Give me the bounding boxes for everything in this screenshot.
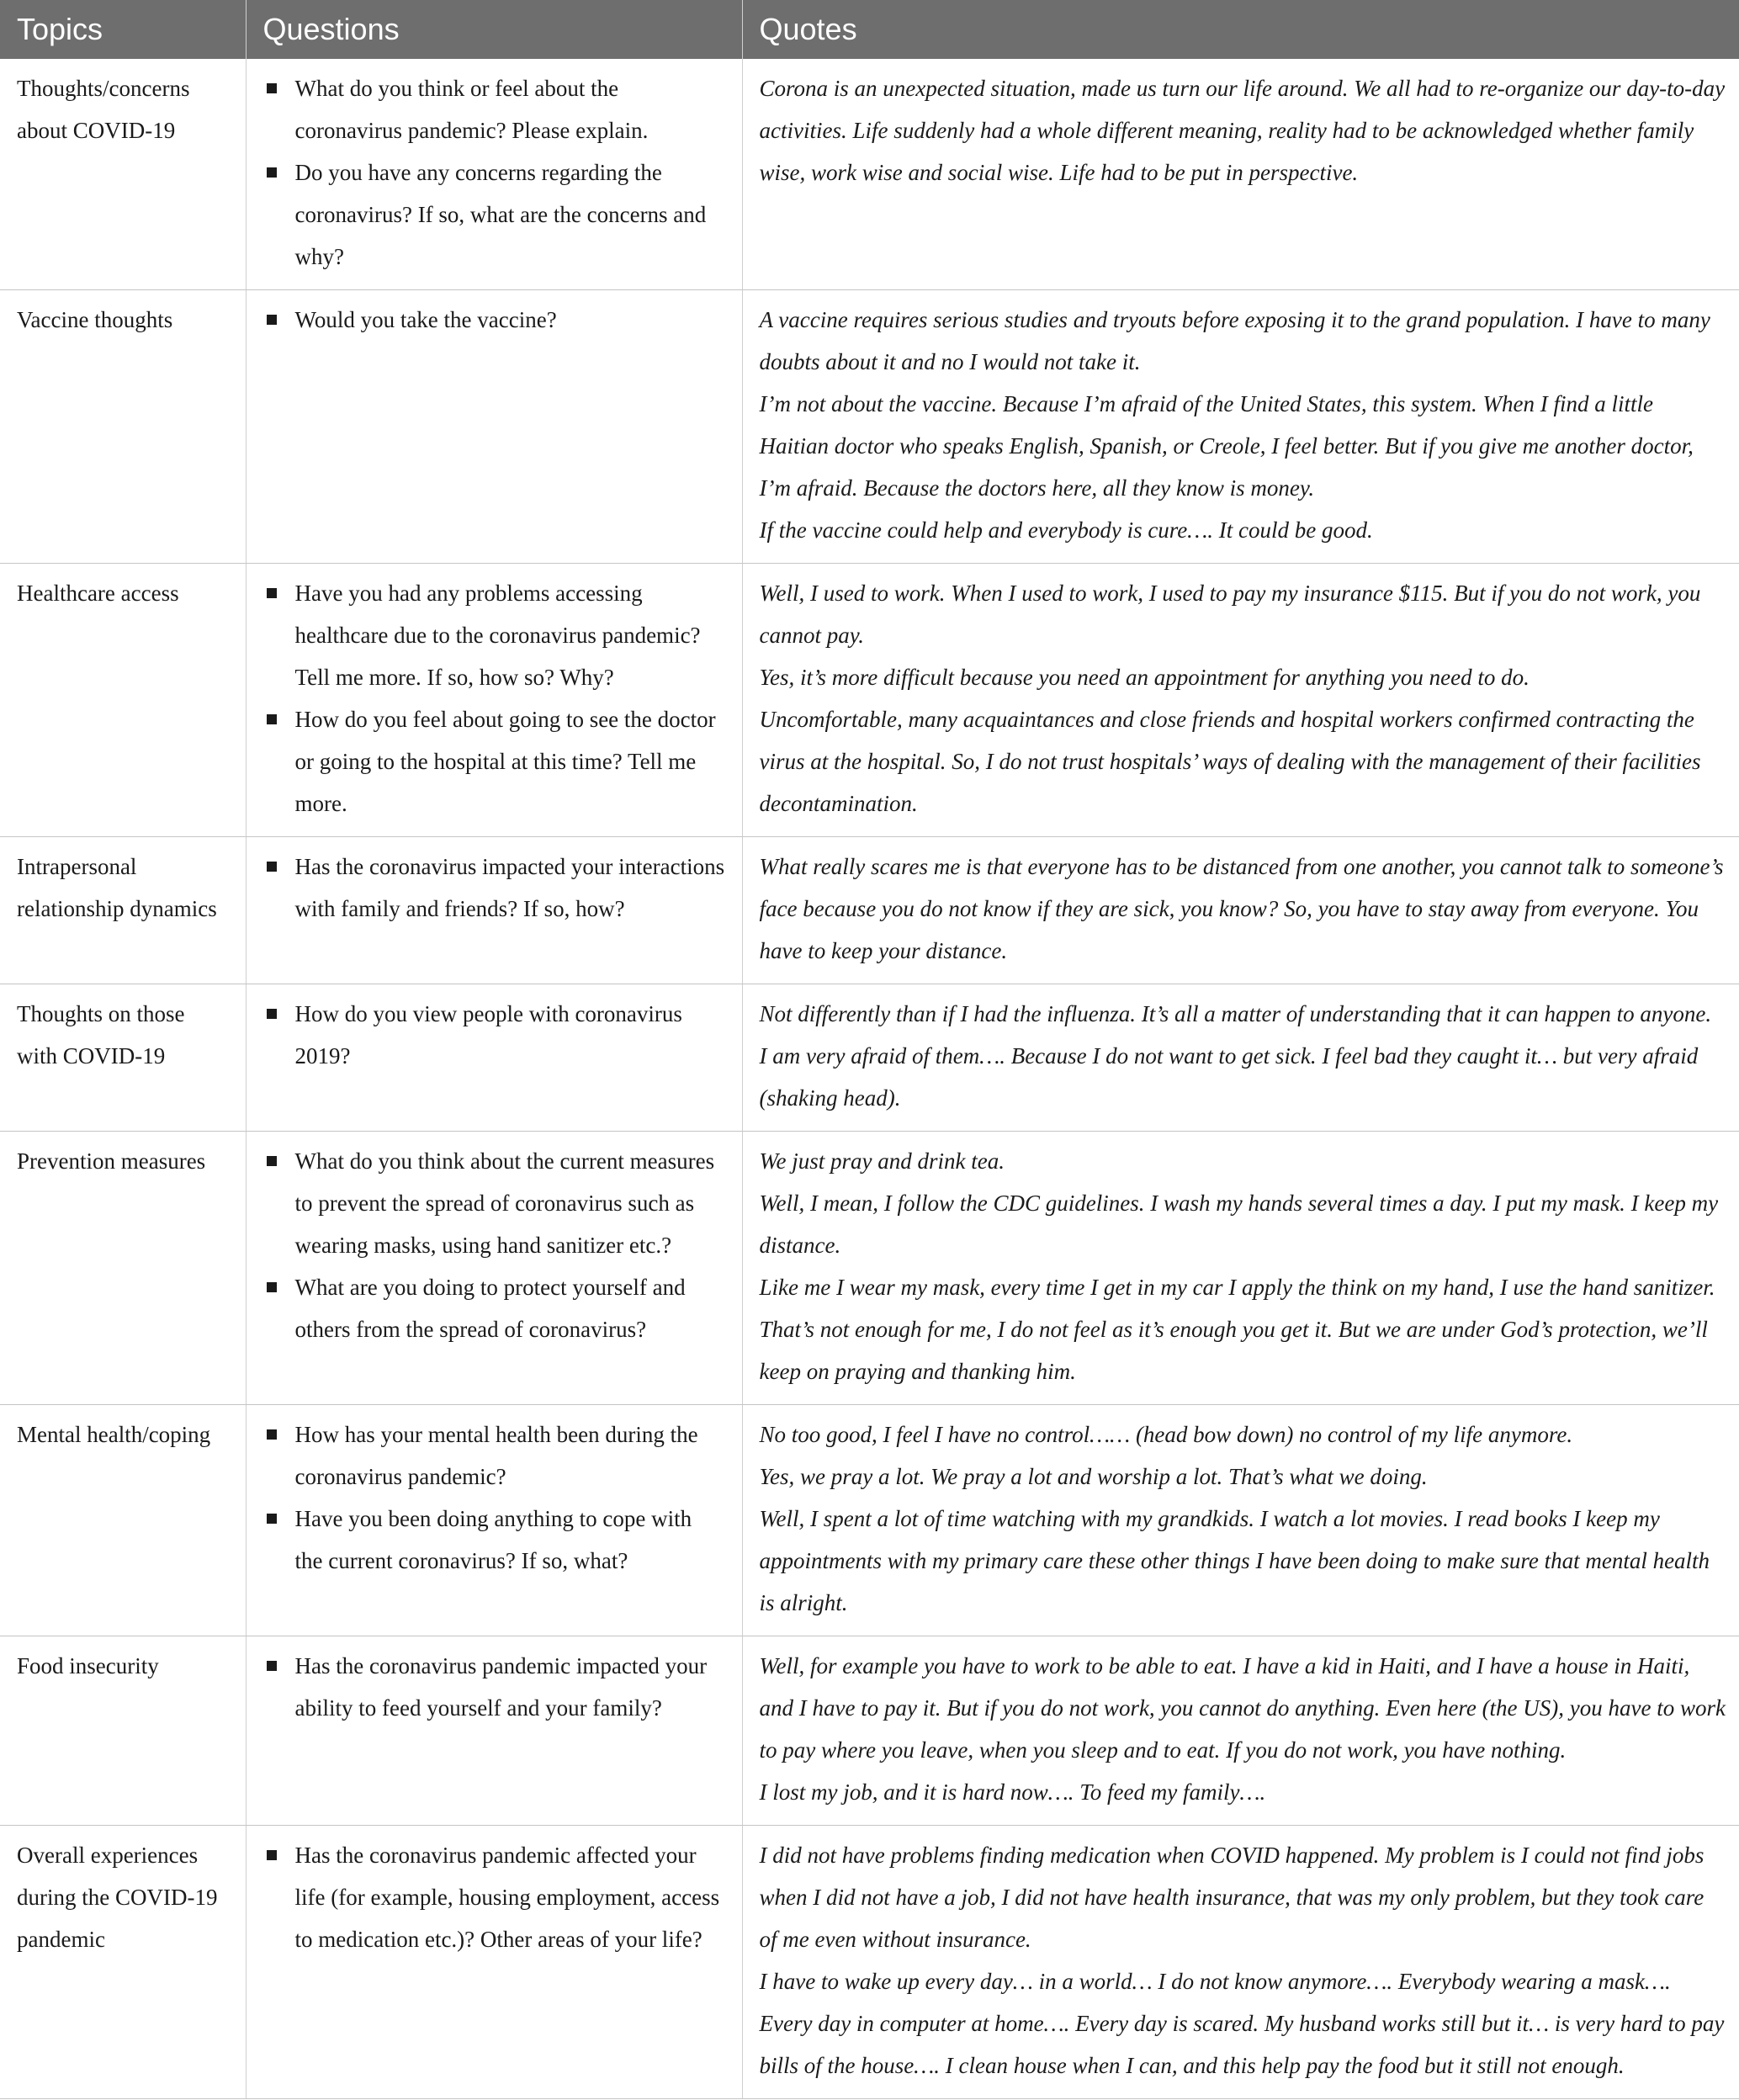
- question-list: [263, 1140, 725, 1350]
- question-text: What are you doing to protect yourself and others from the spread of coronavirus?: [294, 1275, 686, 1342]
- question-list: [263, 572, 725, 825]
- quotes-cell: [742, 1826, 1739, 2099]
- quote-text: What really scares me is that everyone has to be distanced from one another, you cannot talk to someone’s face because you do not know if they are sick, you know? So, you have to stay away from everyone. You have to keep your distance.: [759, 854, 1724, 963]
- quotes-cell: [742, 290, 1739, 564]
- table-body: [0, 59, 1739, 2099]
- question-item: [263, 151, 725, 278]
- square-bullet-icon: [267, 1282, 277, 1292]
- quotes-cell: [742, 984, 1739, 1132]
- table-header: [0, 0, 1739, 59]
- header-quotes: Quotes: [742, 0, 1739, 59]
- topic-cell: Thoughts on those with COVID-19: [0, 984, 246, 1132]
- question-item: [263, 67, 725, 151]
- question-text: Has the coronavirus pandemic impacted your ability to feed yourself and your family?: [294, 1653, 708, 1721]
- question-list: [263, 1645, 725, 1729]
- topic-cell: Vaccine thoughts: [0, 290, 246, 564]
- question-text: What do you think or feel about the coronavirus pandemic? Please explain.: [294, 76, 649, 143]
- questions-cell: [246, 1826, 742, 2099]
- square-bullet-icon: [267, 1514, 277, 1524]
- question-list: [263, 846, 725, 930]
- quote-text: Well, I spent a lot of time watching with my grandkids. I watch a lot movies. I read books I keep my appointments with my primary care these other things I have been doing to make sure that mental health is alright.: [759, 1506, 1710, 1615]
- question-item: [263, 1498, 725, 1582]
- table-row: [0, 1826, 1739, 2099]
- quote-text: If the vaccine could help and everybody is cure…. It could be good.: [759, 517, 1373, 543]
- questions-cell: [246, 1636, 742, 1826]
- square-bullet-icon: [267, 315, 277, 325]
- topic-cell: Prevention measures: [0, 1132, 246, 1405]
- question-list: [263, 1834, 725, 1960]
- quote-text: I’m not about the vaccine. Because I’m afraid of the United States, this system. When I find a little Haitian doctor who speaks English, Spanish, or Creole, I feel better. But if you give me another doctor, I’m afraid. Because the doctors here, all they know is money.: [759, 391, 1694, 501]
- question-item: [263, 1834, 725, 1960]
- table-row: [0, 1132, 1739, 1405]
- question-text: Would you take the vaccine?: [294, 307, 557, 332]
- quotes-cell: [742, 59, 1739, 290]
- quote-text: No too good, I feel I have no control…… (head bow down) no control of my life anymore.: [759, 1422, 1573, 1447]
- question-text: How do you view people with coronavirus 2019?: [294, 1001, 682, 1069]
- square-bullet-icon: [267, 1009, 277, 1019]
- topic-cell: Overall experiences during the COVID-19 pandemic: [0, 1826, 246, 2099]
- square-bullet-icon: [267, 1156, 277, 1166]
- quote-text: A vaccine requires serious studies and tryouts before exposing it to the grand population. I have to many doubts about it and no I would not take it.: [759, 307, 1710, 374]
- question-item: [263, 1140, 725, 1266]
- square-bullet-icon: [267, 167, 277, 178]
- header-row: [0, 0, 1739, 59]
- square-bullet-icon: [267, 862, 277, 872]
- question-item: [263, 572, 725, 698]
- quote-text: Like me I wear my mask, every time I get in my car I apply the think on my hand, I use the hand sanitizer. That’s not enough for me, I do not feel as it’s enough you get it. But we are under God’s protection, we’ll keep on praying and thanking him.: [759, 1275, 1715, 1384]
- question-list: [263, 299, 725, 341]
- question-text: Has the coronavirus impacted your interactions with family and friends? If so, how?: [294, 854, 725, 921]
- quote-text: We just pray and drink tea.: [759, 1148, 1005, 1174]
- quotes-cell: [742, 1132, 1739, 1405]
- table-row: [0, 564, 1739, 837]
- quote-text: Yes, we pray a lot. We pray a lot and worship a lot. That’s what we doing.: [759, 1464, 1428, 1489]
- question-list: [263, 1413, 725, 1582]
- header-topics: Topics: [0, 0, 246, 59]
- questions-cell: [246, 1405, 742, 1636]
- square-bullet-icon: [267, 1429, 277, 1440]
- question-text: How has your mental health been during the coronavirus pandemic?: [294, 1422, 698, 1489]
- quote-text: Well, I mean, I follow the CDC guidelines. I wash my hands several times a day. I put my mask. I keep my distance.: [759, 1191, 1719, 1258]
- question-item: [263, 993, 725, 1077]
- topic-cell: Food insecurity: [0, 1636, 246, 1826]
- questions-cell: [246, 984, 742, 1132]
- question-item: [263, 846, 725, 930]
- quotes-cell: [742, 1636, 1739, 1826]
- table-row: [0, 290, 1739, 564]
- square-bullet-icon: [267, 83, 277, 93]
- table-row: [0, 1636, 1739, 1826]
- table-row: [0, 1405, 1739, 1636]
- header-questions: Questions: [246, 0, 742, 59]
- question-item: [263, 1266, 725, 1350]
- quotes-cell: [742, 837, 1739, 984]
- topic-cell: Healthcare access: [0, 564, 246, 837]
- quote-text: I lost my job, and it is hard now…. To feed my family….: [759, 1779, 1266, 1805]
- square-bullet-icon: [267, 714, 277, 724]
- questions-cell: [246, 59, 742, 290]
- question-item: [263, 698, 725, 825]
- question-text: Have you had any problems accessing healthcare due to the coronavirus pandemic? Tell me more. If so, how so? Why?: [294, 581, 701, 690]
- question-item: [263, 1645, 725, 1729]
- square-bullet-icon: [267, 588, 277, 598]
- topic-cell: Intrapersonal relationship dynamics: [0, 837, 246, 984]
- quote-text: I am very afraid of them…. Because I do not want to get sick. I feel bad they caught it… but very afraid (shaking head).: [759, 1043, 1699, 1111]
- question-list: [263, 993, 725, 1077]
- table-row: [0, 837, 1739, 984]
- square-bullet-icon: [267, 1661, 277, 1671]
- question-text: Do you have any concerns regarding the coronavirus? If so, what are the concerns and why?: [294, 160, 707, 269]
- square-bullet-icon: [267, 1850, 277, 1860]
- quote-text: Well, for example you have to work to be able to eat. I have a kid in Haiti, and I have a house in Haiti, and I have to pay it. But if you do not work, you cannot do anything. Even here (the US), you have to work to pay where you leave, when you sleep and to eat. If you do not work, you have nothing.: [759, 1653, 1726, 1763]
- question-item: [263, 299, 725, 341]
- quote-text: Well, I used to work. When I used to work, I used to pay my insurance $115. But if you do not work, you cannot pay.: [759, 581, 1701, 648]
- quotes-cell: [742, 564, 1739, 837]
- quote-text: I have to wake up every day… in a world… I do not know anymore…. Everybody wearing a mask…. Every day in computer at home…. Every day is scared. My husband works still but it… is very hard to pay bills of the house…. I clean house when I can, and this help pay the food but it still not enough.: [759, 1969, 1725, 2078]
- quote-text: Not differently than if I had the influenza. It’s all a matter of understanding that it can happen to anyone.: [759, 1001, 1712, 1026]
- quote-text: Yes, it’s more difficult because you need an appointment for anything you need to do.: [759, 665, 1530, 690]
- questions-cell: [246, 290, 742, 564]
- questions-cell: [246, 837, 742, 984]
- questions-cell: [246, 1132, 742, 1405]
- table-row: [0, 59, 1739, 290]
- quote-text: Uncomfortable, many acquaintances and close friends and hospital workers confirmed contracting the virus at the hospital. So, I do not trust hospitals’ ways of dealing with the management of their facilities decontamination.: [759, 707, 1701, 816]
- question-item: [263, 1413, 725, 1498]
- topic-cell: Mental health/coping: [0, 1405, 246, 1636]
- question-text: How do you feel about going to see the doctor or going to the hospital at this time? Tell me more.: [294, 707, 716, 816]
- question-list: [263, 67, 725, 278]
- quote-text: Corona is an unexpected situation, made us turn our life around. We all had to re-organize our day-to-day activities. Life suddenly had a whole different meaning, reality had to be acknowledged whether family wise, work wise and social wise. Life had to be put in perspective.: [759, 76, 1726, 185]
- question-text: What do you think about the current measures to prevent the spread of coronavirus such as wearing masks, using hand sanitizer etc.?: [294, 1148, 715, 1258]
- topic-cell: Thoughts/concerns about COVID-19: [0, 59, 246, 290]
- questions-cell: [246, 564, 742, 837]
- quote-text: I did not have problems finding medication when COVID happened. My problem is I could not find jobs when I did not have a job, I did not have health insurance, that was my only problem, but they took care of me even without insurance.: [759, 1843, 1705, 1952]
- quotes-cell: [742, 1405, 1739, 1636]
- question-text: Have you been doing anything to cope with the current coronavirus? If so, what?: [294, 1506, 692, 1573]
- question-text: Has the coronavirus pandemic affected your life (for example, housing employment, access to medication etc.)? Other areas of your life?: [294, 1843, 720, 1952]
- table-row: [0, 984, 1739, 1132]
